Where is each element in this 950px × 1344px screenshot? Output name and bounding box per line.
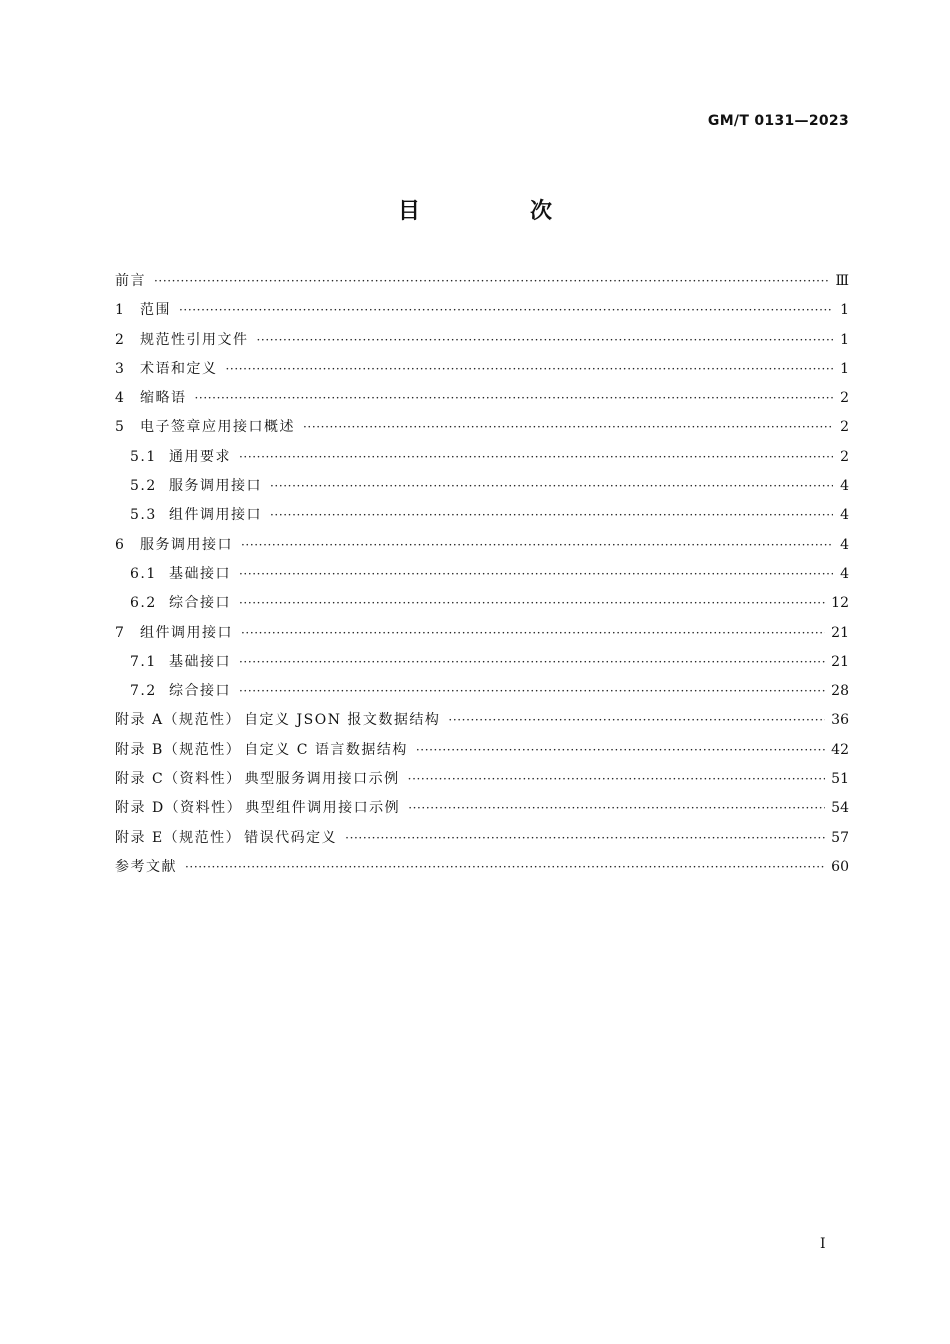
toc-entry-label: 错误代码定义: [244, 829, 338, 846]
toc-entry-4[interactable]: [115, 387, 849, 416]
toc-entry-page: 1: [840, 331, 849, 348]
toc-entry-number: 5.1: [130, 448, 157, 465]
toc-entry-page: 54: [831, 800, 849, 817]
toc-entry-label: 典型服务调用接口示例: [244, 771, 400, 788]
toc-entry-page: 28: [831, 683, 849, 700]
toc-leader-dots: [195, 391, 834, 405]
toc-entry-label: 综合接口: [169, 595, 231, 612]
table-of-contents: [115, 270, 849, 885]
toc-leader-dots: [345, 831, 825, 845]
toc-leader-dots: [179, 303, 833, 317]
toc-leader-dots: [226, 362, 834, 376]
toc-entry-label: 电子签章应用接口概述: [140, 419, 295, 436]
toc-leader-dots: [239, 450, 833, 464]
toc-entry-page: 51: [831, 771, 849, 788]
toc-entry-number: 4: [115, 390, 126, 407]
toc-leader-dots: [257, 333, 834, 347]
toc-entry-number: 3: [115, 360, 126, 377]
toc-leader-dots: [416, 743, 825, 757]
toc-entry-label: 典型组件调用接口示例: [245, 800, 401, 817]
toc-entry-number: 5: [115, 419, 126, 436]
toc-entry-label: 前言: [115, 273, 146, 289]
toc-leader-dots: [154, 274, 829, 288]
toc-entry-6[interactable]: [115, 534, 849, 563]
toc-entry-page: 60: [831, 858, 849, 875]
toc-entry-number: 6.1: [130, 565, 157, 582]
toc-entry-label: 规范性引用文件: [140, 331, 249, 348]
toc-entry-page: 1: [840, 360, 849, 377]
toc-entry-label: 服务调用接口: [140, 536, 233, 553]
toc-entry-page: 21: [831, 624, 849, 641]
toc-entry-number: 2: [115, 331, 126, 348]
toc-entry-annex-d[interactable]: [115, 797, 849, 826]
toc-entry-label: 综合接口: [169, 683, 231, 700]
toc-entry-page: 2: [840, 419, 849, 436]
toc-leader-dots: [303, 420, 833, 434]
toc-entry-number: 附录 A（规范性）: [115, 712, 242, 729]
toc-leader-dots: [448, 713, 825, 727]
toc-entry-number: 6: [115, 536, 126, 553]
toc-entry-5-1[interactable]: [115, 446, 849, 475]
toc-leader-dots: [270, 479, 833, 493]
toc-entry-label: 术语和定义: [140, 360, 218, 377]
toc-entry-3[interactable]: [115, 358, 849, 387]
toc-entry-page: 36: [831, 712, 849, 729]
toc-entry-page: 21: [831, 653, 849, 670]
toc-entry-6-2[interactable]: [115, 592, 849, 621]
toc-entry-number: 附录 E（规范性）: [115, 829, 242, 846]
toc-entry-page: 12: [831, 595, 849, 612]
toc-entry-number: 7.2: [130, 683, 157, 700]
toc-entry-2[interactable]: [115, 329, 849, 358]
toc-leader-dots: [408, 801, 825, 815]
toc-entry-7-1[interactable]: [115, 651, 849, 680]
standard-code: GM/T 0131—2023: [707, 113, 849, 129]
toc-entry-page: 4: [840, 536, 849, 553]
toc-entry-5-3[interactable]: [115, 504, 849, 533]
toc-entry-number: 1: [115, 302, 126, 319]
toc-leader-dots: [239, 684, 825, 698]
toc-leader-dots: [270, 508, 833, 522]
toc-entry-6-1[interactable]: [115, 563, 849, 592]
toc-entry-5[interactable]: [115, 416, 849, 445]
toc-entry-page: 4: [840, 478, 849, 495]
toc-entry-annex-c[interactable]: [115, 768, 849, 797]
toc-entry-1[interactable]: [115, 299, 849, 328]
toc-entry-page: 2: [840, 448, 849, 465]
toc-entry-annex-b[interactable]: [115, 739, 849, 768]
toc-entry-number: 6.2: [130, 595, 157, 612]
toc-entry-bibliography[interactable]: [115, 856, 849, 885]
toc-entry-number: 附录 C（资料性）: [115, 771, 242, 788]
toc-entry-number: 5.2: [130, 478, 157, 495]
toc-leader-dots: [239, 655, 825, 669]
toc-entry-label: 范围: [140, 302, 171, 319]
toc-entry-page: 4: [840, 565, 849, 582]
toc-entry-page: 57: [831, 829, 849, 846]
toc-entry-foreword[interactable]: [115, 270, 849, 299]
toc-entry-number: 5.3: [130, 507, 157, 524]
toc-leader-dots: [408, 772, 826, 786]
toc-entry-number: 7: [115, 624, 126, 641]
toc-entry-page: 1: [840, 302, 849, 319]
toc-leader-dots: [241, 538, 833, 552]
toc-leader-dots: [239, 596, 825, 610]
toc-entry-number: 附录 B（规范性）: [115, 741, 242, 758]
toc-entry-7[interactable]: [115, 622, 849, 651]
toc-entry-label: 通用要求: [169, 448, 231, 465]
page-number: I: [820, 1236, 826, 1252]
toc-entry-page: 2: [840, 390, 849, 407]
toc-entry-label: 自定义 C 语言数据结构: [244, 741, 408, 758]
toc-entry-annex-e[interactable]: [115, 827, 849, 856]
toc-entry-label: 基础接口: [169, 653, 231, 670]
toc-leader-dots: [239, 567, 833, 581]
toc-entry-label: 缩略语: [140, 390, 187, 407]
toc-leader-dots: [241, 626, 825, 640]
toc-entry-7-2[interactable]: [115, 680, 849, 709]
toc-entry-page: 4: [840, 507, 849, 524]
toc-entry-page: Ⅲ: [835, 273, 849, 289]
toc-entry-page: 42: [831, 741, 849, 758]
toc-entry-number: 7.1: [130, 653, 157, 670]
page-title: 目 次: [397, 199, 596, 224]
toc-entry-label: 组件调用接口: [140, 624, 233, 641]
toc-entry-label: 基础接口: [169, 565, 231, 582]
toc-entry-5-2[interactable]: [115, 475, 849, 504]
toc-leader-dots: [185, 860, 825, 874]
toc-entry-annex-a[interactable]: [115, 709, 849, 738]
toc-entry-label: 组件调用接口: [169, 507, 262, 524]
toc-entry-label: 自定义 JSON 报文数据结构: [244, 712, 441, 729]
toc-entry-label: 参考文献: [115, 858, 177, 875]
toc-entry-label: 服务调用接口: [169, 478, 262, 495]
toc-entry-number: 附录 D（资料性）: [115, 800, 243, 817]
